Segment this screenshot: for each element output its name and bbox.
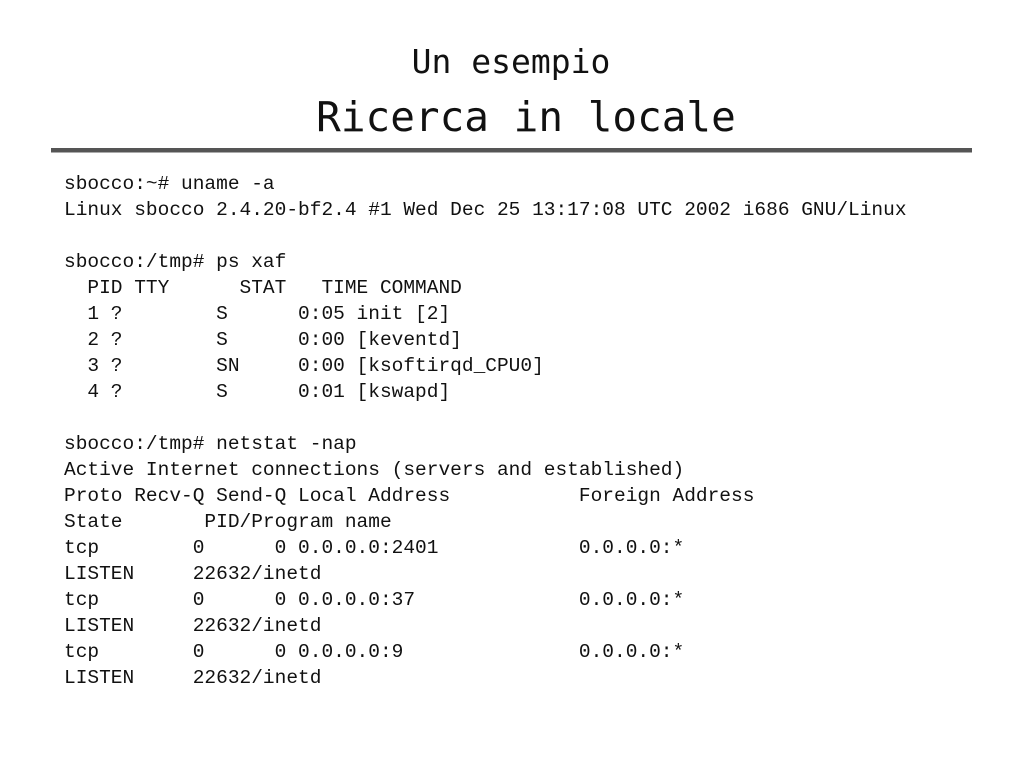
terminal-line: LISTEN 22632/inetd	[64, 667, 322, 689]
terminal-line: sbocco:/tmp# netstat -nap	[64, 433, 357, 455]
slide-subtitle: Un esempio	[411, 42, 611, 81]
terminal-line: 2 ? S 0:00 [keventd]	[64, 329, 462, 351]
terminal-line: PID TTY STAT TIME COMMAND	[64, 277, 462, 299]
terminal-line: tcp 0 0 0.0.0.0:9 0.0.0.0:*	[64, 641, 685, 663]
slide-title: Ricerca in locale	[316, 93, 736, 141]
terminal-line: LISTEN 22632/inetd	[64, 563, 322, 585]
terminal-line: 3 ? SN 0:00 [ksoftirqd_CPU0]	[64, 355, 544, 377]
terminal-line: 1 ? S 0:05 init [2]	[64, 303, 451, 325]
terminal-line	[64, 405, 907, 431]
terminal-line: tcp 0 0 0.0.0.0:37 0.0.0.0:*	[64, 589, 685, 611]
terminal-output	[64, 171, 907, 691]
terminal-line: LISTEN 22632/inetd	[64, 615, 322, 637]
terminal-line: sbocco:/tmp# ps xaf	[64, 251, 287, 273]
terminal-line: State PID/Program name	[64, 511, 392, 533]
terminal-line: tcp 0 0 0.0.0.0:2401 0.0.0.0:*	[64, 537, 685, 559]
terminal-line: Proto Recv-Q Send-Q Local Address Foreign Address	[64, 485, 755, 507]
terminal-line: sbocco:~# uname -a	[64, 173, 275, 195]
title-divider	[51, 148, 972, 153]
terminal-line: Active Internet connections (servers and established)	[64, 459, 685, 481]
terminal-line: Linux sbocco 2.4.20-bf2.4 #1 Wed Dec 25 13:17:08 UTC 2002 i686 GNU/Linux	[64, 199, 907, 221]
terminal-line: 4 ? S 0:01 [kswapd]	[64, 381, 451, 403]
terminal-line	[64, 223, 907, 249]
